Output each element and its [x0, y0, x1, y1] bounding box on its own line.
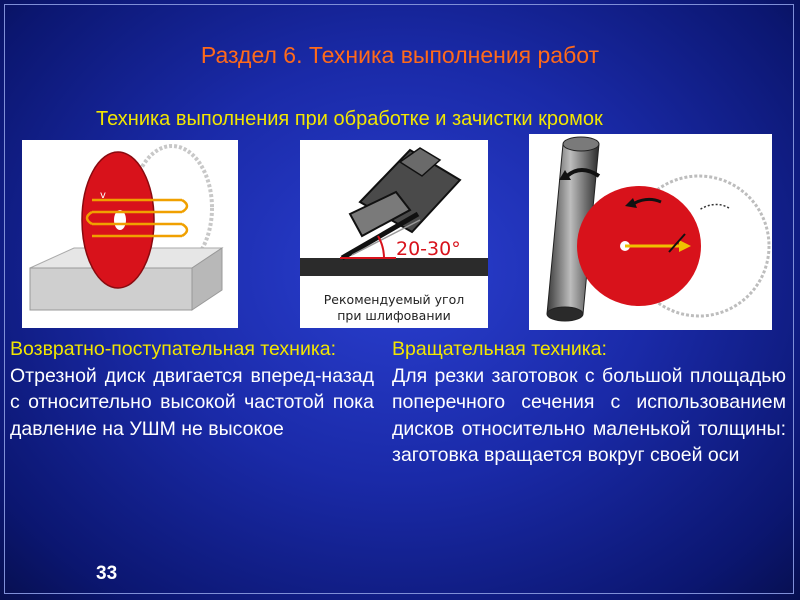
page-number: 33	[96, 563, 118, 584]
rotational-illustration	[529, 134, 772, 330]
rotational-technique-image	[529, 134, 772, 330]
reciprocating-illustration	[22, 140, 238, 328]
velocity-symbol: v	[100, 190, 106, 201]
reciprocating-heading: Возвратно-поступательная техника:	[10, 338, 337, 360]
section-title: Раздел 6. Техника выполнения работ	[200, 42, 600, 68]
angle-label: 20-30°	[396, 238, 461, 260]
reciprocating-technique-text	[10, 336, 374, 442]
slide-subtitle: Техника выполнения при обработке и зачистки кромок	[96, 108, 603, 130]
grinding-angle-image	[300, 140, 488, 328]
reciprocating-technique-image	[22, 140, 238, 328]
caption-line-1: Рекомендуемый угол	[323, 292, 465, 307]
caption-line-2: при шлифовании	[337, 308, 451, 323]
rotational-heading: Вращательная техника:	[392, 338, 607, 360]
rotational-technique-text	[392, 336, 786, 469]
rotational-body: Для резки заготовок с большой площадью поперечного сечения с использованием дисков относительно маленькой толщины: заготовка вращается вокруг своей оси	[392, 364, 786, 466]
reciprocating-body: Отрезной диск двигается вперед-назад с относительно высокой частотой пока давление на УШМ не высокое	[10, 364, 374, 440]
